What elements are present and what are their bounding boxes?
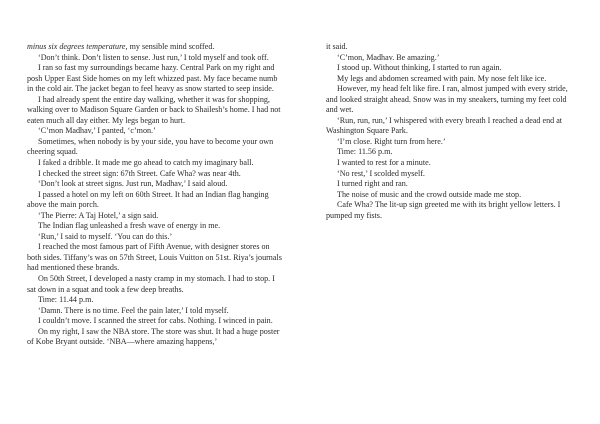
left-paragraph: I had already spent the entire day walking, whether it was for shopping, walking over to Madison Square Garden or back to Shailesh’s home. I had not eaten much all day either. My legs began to hurt. — [27, 94, 281, 125]
right-paragraph: ‘C’mon, Madhav. Be amazing.’ — [337, 52, 440, 62]
right-paragraph: I turned right and ran. — [337, 179, 408, 189]
left-paragraph: ‘Don’t think. Don’t listen to sense. Just run,’ I told myself and took off. — [38, 52, 269, 62]
left-paragraph: On my right, I saw the NBA store. The store was shut. It had a huge poster of Kobe Bryant outside. ‘NBA—where amazing happens,’ — [27, 326, 280, 347]
left-paragraph: ‘The Pierre: A Taj Hotel,’ a sign said. — [38, 210, 159, 220]
right-paragraph-0: it said. — [326, 42, 348, 51]
left-paragraph: ‘Run,’ I said to myself. ‘You can do this.’ — [38, 231, 173, 241]
italic-lead-text: minus six degrees temperature, — [27, 42, 128, 51]
right-paragraph: My legs and abdomen screamed with pain. My nose felt like ice. — [337, 73, 547, 83]
left-paragraph: ‘Damn. There is no time. Feel the pain later,’ I told myself. — [38, 305, 229, 315]
left-paragraph-0 — [27, 42, 283, 53]
left-paragraph: The Indian flag unleashed a fresh wave of energy in me. — [38, 221, 221, 231]
right-page — [326, 42, 579, 221]
left-paragraph: I checked the street sign: 67th Street. Cafe Wha? was near 4th. — [38, 168, 241, 178]
left-paragraph: ‘Don’t look at street signs. Just run, Madhav,’ I said aloud. — [38, 179, 228, 189]
right-paragraph: Cafe Wha? The lit-up sign greeted me with its bright yellow letters. I pumped my fists. — [326, 200, 561, 220]
right-paragraph: Time: 11.56 p.m. — [337, 147, 393, 157]
left-paragraph: Time: 11.44 p.m. — [38, 295, 94, 305]
left-paragraph: ‘C’mon Madhav,’ I panted, ‘c’mon.’ — [38, 126, 156, 136]
right-paragraph: I stood up. Without thinking, I started to run again. — [337, 63, 502, 73]
left-paragraph: Sometimes, when nobody is by your side, you have to become your own cheering squad. — [27, 136, 274, 157]
left-paragraph: On 50th Street, I developed a nasty cramp in my stomach. I had to stop. I sat down in a squat and took a few deep breaths. — [27, 274, 275, 294]
right-paragraph: I wanted to rest for a minute. — [337, 158, 431, 168]
left-paragraph: I faked a dribble. It made me go ahead to catch my imaginary ball. — [38, 158, 254, 168]
right-paragraph: ‘Run, run, run,’ I whispered with every breath I reached a dead end at Washington Square Park. — [326, 115, 563, 136]
left-paragraph: I reached the most famous part of Fifth Avenue, with designer stores on both sides. Tiffany’s was on 57th Street, Louis Vuitton on 51st. Riya’s journals had mentioned these brands. — [27, 242, 282, 273]
right-paragraph: ‘No rest,’ I scolded myself. — [337, 168, 425, 178]
right-paragraph: ‘I’m close. Right turn from here.’ — [337, 136, 446, 146]
left-paragraph: I passed a hotel on my left on 60th Street. It had an Indian flag hanging above the main porch. — [27, 189, 269, 210]
right-paragraph: The noise of music and the crowd outside made me stop. — [337, 189, 522, 199]
right-paragraph: However, my head felt like fire. I ran, almost jumped with every stride, and looked straight ahead. Snow was in my sneakers, turning my feet cold and wet. — [326, 84, 568, 115]
left-page — [27, 42, 283, 348]
left-paragraph: I ran so fast my surroundings became hazy. Central Park on my right and posh Upper East Side homes on my left whizzed past. My face became numb in the cold air. The jacket began to feel heavy as snow started to seep inside. — [27, 63, 278, 94]
lead-rest-text: my sensible mind scoffed. — [127, 42, 215, 51]
left-paragraph: I couldn’t move. I scanned the street for cabs. Nothing. I winced in pain. — [38, 316, 273, 326]
